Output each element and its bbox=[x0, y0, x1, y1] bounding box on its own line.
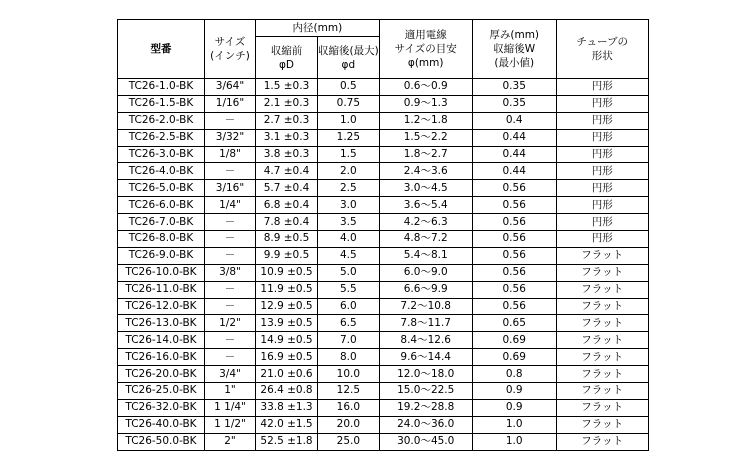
size-cell: － bbox=[205, 247, 256, 264]
shape-cell: フラット bbox=[556, 416, 648, 433]
after-diameter-cell: 0.75 bbox=[318, 95, 380, 112]
header-thickness-line2: 収縮後W bbox=[493, 43, 536, 55]
header-wire-line2: サイズの目安 bbox=[394, 43, 457, 55]
wire-size-cell: 19.2～28.8 bbox=[379, 399, 472, 416]
table-row bbox=[118, 79, 649, 96]
table-row bbox=[118, 214, 649, 231]
shape-cell: フラット bbox=[556, 383, 648, 400]
before-diameter-cell: 2.7 ±0.3 bbox=[256, 112, 318, 129]
thickness-cell: 0.44 bbox=[472, 129, 556, 146]
model-cell: TC26-3.0-BK bbox=[118, 146, 205, 163]
wire-size-cell: 15.0～22.5 bbox=[379, 383, 472, 400]
thickness-cell: 0.56 bbox=[472, 180, 556, 197]
model-cell: TC26-16.0-BK bbox=[118, 349, 205, 366]
model-cell: TC26-50.0-BK bbox=[118, 433, 205, 450]
after-diameter-cell: 25.0 bbox=[318, 433, 380, 450]
model-cell: TC26-8.0-BK bbox=[118, 231, 205, 248]
thickness-cell: 0.65 bbox=[472, 315, 556, 332]
table-row bbox=[118, 197, 649, 214]
wire-size-cell: 2.4～3.6 bbox=[379, 163, 472, 180]
size-cell: 3/32" bbox=[205, 129, 256, 146]
header-before-line1: 収縮前 bbox=[270, 44, 303, 57]
table-header bbox=[118, 20, 649, 79]
shape-cell: フラット bbox=[556, 247, 648, 264]
thickness-cell: 0.4 bbox=[472, 112, 556, 129]
before-diameter-cell: 11.9 ±0.5 bbox=[256, 281, 318, 298]
size-cell: 1/2" bbox=[205, 315, 256, 332]
after-diameter-cell: 5.5 bbox=[318, 281, 380, 298]
wire-size-cell: 30.0～45.0 bbox=[379, 433, 472, 450]
after-diameter-cell: 16.0 bbox=[318, 399, 380, 416]
header-thickness-line3: (最小値) bbox=[494, 57, 535, 69]
thickness-cell: 1.0 bbox=[472, 433, 556, 450]
model-cell: TC26-9.0-BK bbox=[118, 247, 205, 264]
size-cell: 1 1/2" bbox=[205, 416, 256, 433]
model-cell: TC26-2.5-BK bbox=[118, 129, 205, 146]
before-diameter-cell: 4.7 ±0.4 bbox=[256, 163, 318, 180]
table-row bbox=[118, 433, 649, 450]
shape-cell: フラット bbox=[556, 433, 648, 450]
header-before bbox=[256, 37, 318, 79]
header-size-line2: (インチ) bbox=[210, 50, 250, 62]
thickness-cell: 0.44 bbox=[472, 163, 556, 180]
table-row bbox=[118, 146, 649, 163]
spec-table bbox=[117, 19, 649, 451]
wire-size-cell: 3.0～4.5 bbox=[379, 180, 472, 197]
table-row bbox=[118, 383, 649, 400]
shape-cell: 円形 bbox=[556, 112, 648, 129]
model-cell: TC26-40.0-BK bbox=[118, 416, 205, 433]
wire-size-cell: 5.4～8.1 bbox=[379, 247, 472, 264]
before-diameter-cell: 5.7 ±0.4 bbox=[256, 180, 318, 197]
table-row bbox=[118, 247, 649, 264]
size-cell: － bbox=[205, 112, 256, 129]
wire-size-cell: 0.6～0.9 bbox=[379, 79, 472, 96]
wire-size-cell: 1.5～2.2 bbox=[379, 129, 472, 146]
thickness-cell: 0.56 bbox=[472, 214, 556, 231]
after-diameter-cell: 3.0 bbox=[318, 197, 380, 214]
model-cell: TC26-5.0-BK bbox=[118, 180, 205, 197]
thickness-cell: 1.0 bbox=[472, 416, 556, 433]
model-cell: TC26-4.0-BK bbox=[118, 163, 205, 180]
wire-size-cell: 7.2～10.8 bbox=[379, 298, 472, 315]
shape-cell: 円形 bbox=[556, 95, 648, 112]
header-before-line2: φD bbox=[278, 58, 294, 71]
table-row bbox=[118, 416, 649, 433]
model-cell: TC26-2.0-BK bbox=[118, 112, 205, 129]
after-diameter-cell: 6.5 bbox=[318, 315, 380, 332]
size-cell: 3/16" bbox=[205, 180, 256, 197]
shape-cell: フラット bbox=[556, 264, 648, 281]
header-thickness bbox=[472, 20, 556, 79]
before-diameter-cell: 8.9 ±0.5 bbox=[256, 231, 318, 248]
wire-size-cell: 7.8～11.7 bbox=[379, 315, 472, 332]
table-row bbox=[118, 264, 649, 281]
before-diameter-cell: 26.4 ±0.8 bbox=[256, 383, 318, 400]
shape-cell: フラット bbox=[556, 332, 648, 349]
model-cell: TC26-1.0-BK bbox=[118, 79, 205, 96]
before-diameter-cell: 21.0 ±0.6 bbox=[256, 366, 318, 383]
after-diameter-cell: 8.0 bbox=[318, 349, 380, 366]
size-cell: － bbox=[205, 163, 256, 180]
header-shape bbox=[556, 20, 648, 79]
wire-size-cell: 4.2～6.3 bbox=[379, 214, 472, 231]
size-cell: 1/4" bbox=[205, 197, 256, 214]
shape-cell: 円形 bbox=[556, 163, 648, 180]
shape-cell: 円形 bbox=[556, 180, 648, 197]
after-diameter-cell: 1.5 bbox=[318, 146, 380, 163]
after-diameter-cell: 7.0 bbox=[318, 332, 380, 349]
wire-size-cell: 0.9～1.3 bbox=[379, 95, 472, 112]
table-row bbox=[118, 281, 649, 298]
thickness-cell: 0.56 bbox=[472, 247, 556, 264]
table-row bbox=[118, 349, 649, 366]
table-row bbox=[118, 95, 649, 112]
header-after-line1: 収縮後(最大) bbox=[318, 44, 379, 57]
table-row bbox=[118, 298, 649, 315]
size-cell: － bbox=[205, 349, 256, 366]
table-row bbox=[118, 129, 649, 146]
thickness-cell: 0.69 bbox=[472, 349, 556, 366]
after-diameter-cell: 20.0 bbox=[318, 416, 380, 433]
header-wire-line3: φ(mm) bbox=[407, 57, 444, 69]
shape-cell: 円形 bbox=[556, 214, 648, 231]
thickness-cell: 0.35 bbox=[472, 79, 556, 96]
after-diameter-cell: 6.0 bbox=[318, 298, 380, 315]
header-wire-line1: 適用電線 bbox=[404, 29, 447, 41]
thickness-cell: 0.8 bbox=[472, 366, 556, 383]
model-cell: TC26-14.0-BK bbox=[118, 332, 205, 349]
size-cell: 1" bbox=[205, 383, 256, 400]
model-cell: TC26-6.0-BK bbox=[118, 197, 205, 214]
header-after bbox=[318, 37, 380, 79]
size-cell: － bbox=[205, 231, 256, 248]
header-model: 型番 bbox=[118, 20, 205, 79]
table-row bbox=[118, 112, 649, 129]
model-cell: TC26-32.0-BK bbox=[118, 399, 205, 416]
before-diameter-cell: 7.8 ±0.4 bbox=[256, 214, 318, 231]
shape-cell: フラット bbox=[556, 298, 648, 315]
wire-size-cell: 8.4～12.6 bbox=[379, 332, 472, 349]
model-cell: TC26-20.0-BK bbox=[118, 366, 205, 383]
after-diameter-cell: 5.0 bbox=[318, 264, 380, 281]
size-cell: 3/4" bbox=[205, 366, 256, 383]
model-cell: TC26-25.0-BK bbox=[118, 383, 205, 400]
header-thickness-line1: 厚み(mm) bbox=[489, 29, 540, 41]
wire-size-cell: 3.6～5.4 bbox=[379, 197, 472, 214]
before-diameter-cell: 9.9 ±0.5 bbox=[256, 247, 318, 264]
size-cell: 2" bbox=[205, 433, 256, 450]
shape-cell: フラット bbox=[556, 399, 648, 416]
after-diameter-cell: 2.0 bbox=[318, 163, 380, 180]
shape-cell: フラット bbox=[556, 366, 648, 383]
thickness-cell: 0.56 bbox=[472, 298, 556, 315]
size-cell: － bbox=[205, 298, 256, 315]
size-cell: 3/8" bbox=[205, 264, 256, 281]
thickness-cell: 0.9 bbox=[472, 399, 556, 416]
thickness-cell: 0.35 bbox=[472, 95, 556, 112]
header-size bbox=[205, 20, 256, 79]
before-diameter-cell: 52.5 ±1.8 bbox=[256, 433, 318, 450]
table-body bbox=[118, 79, 649, 451]
model-cell: TC26-1.5-BK bbox=[118, 95, 205, 112]
before-diameter-cell: 14.9 ±0.5 bbox=[256, 332, 318, 349]
header-inner-diameter: 内径(mm) bbox=[256, 20, 380, 37]
table-row bbox=[118, 366, 649, 383]
before-diameter-cell: 16.9 ±0.5 bbox=[256, 349, 318, 366]
thickness-cell: 0.56 bbox=[472, 197, 556, 214]
size-cell: － bbox=[205, 281, 256, 298]
thickness-cell: 0.56 bbox=[472, 281, 556, 298]
header-wire bbox=[379, 20, 472, 79]
after-diameter-cell: 1.0 bbox=[318, 112, 380, 129]
size-cell: 3/64" bbox=[205, 79, 256, 96]
after-diameter-cell: 4.5 bbox=[318, 247, 380, 264]
thickness-cell: 0.56 bbox=[472, 231, 556, 248]
after-diameter-cell: 10.0 bbox=[318, 366, 380, 383]
thickness-cell: 0.44 bbox=[472, 146, 556, 163]
after-diameter-cell: 1.25 bbox=[318, 129, 380, 146]
shape-cell: 円形 bbox=[556, 129, 648, 146]
size-cell: － bbox=[205, 332, 256, 349]
thickness-cell: 0.9 bbox=[472, 383, 556, 400]
size-cell: 1/16" bbox=[205, 95, 256, 112]
wire-size-cell: 1.8～2.7 bbox=[379, 146, 472, 163]
thickness-cell: 0.56 bbox=[472, 264, 556, 281]
model-cell: TC26-12.0-BK bbox=[118, 298, 205, 315]
before-diameter-cell: 6.8 ±0.4 bbox=[256, 197, 318, 214]
table-row bbox=[118, 180, 649, 197]
wire-size-cell: 6.0～9.0 bbox=[379, 264, 472, 281]
header-after-line2: φd bbox=[341, 58, 356, 71]
table-row bbox=[118, 399, 649, 416]
after-diameter-cell: 0.5 bbox=[318, 79, 380, 96]
thickness-cell: 0.69 bbox=[472, 332, 556, 349]
before-diameter-cell: 13.9 ±0.5 bbox=[256, 315, 318, 332]
shape-cell: 円形 bbox=[556, 231, 648, 248]
shape-cell: 円形 bbox=[556, 146, 648, 163]
size-cell: 1/8" bbox=[205, 146, 256, 163]
before-diameter-cell: 3.1 ±0.3 bbox=[256, 129, 318, 146]
header-shape-line1: チューブの bbox=[576, 36, 629, 48]
table-row bbox=[118, 315, 649, 332]
wire-size-cell: 6.6～9.9 bbox=[379, 281, 472, 298]
shape-cell: フラット bbox=[556, 281, 648, 298]
shape-cell: フラット bbox=[556, 349, 648, 366]
wire-size-cell: 1.2～1.8 bbox=[379, 112, 472, 129]
before-diameter-cell: 12.9 ±0.5 bbox=[256, 298, 318, 315]
model-cell: TC26-11.0-BK bbox=[118, 281, 205, 298]
before-diameter-cell: 10.9 ±0.5 bbox=[256, 264, 318, 281]
after-diameter-cell: 2.5 bbox=[318, 180, 380, 197]
before-diameter-cell: 1.5 ±0.3 bbox=[256, 79, 318, 96]
table-row bbox=[118, 231, 649, 248]
table-row bbox=[118, 163, 649, 180]
size-cell: － bbox=[205, 214, 256, 231]
shape-cell: 円形 bbox=[556, 197, 648, 214]
model-cell: TC26-7.0-BK bbox=[118, 214, 205, 231]
after-diameter-cell: 4.0 bbox=[318, 231, 380, 248]
shape-cell: フラット bbox=[556, 315, 648, 332]
wire-size-cell: 12.0～18.0 bbox=[379, 366, 472, 383]
before-diameter-cell: 33.8 ±1.3 bbox=[256, 399, 318, 416]
model-cell: TC26-13.0-BK bbox=[118, 315, 205, 332]
before-diameter-cell: 42.0 ±1.5 bbox=[256, 416, 318, 433]
table-row bbox=[118, 332, 649, 349]
before-diameter-cell: 3.8 ±0.3 bbox=[256, 146, 318, 163]
size-cell: 1 1/4" bbox=[205, 399, 256, 416]
wire-size-cell: 9.6～14.4 bbox=[379, 349, 472, 366]
shape-cell: 円形 bbox=[556, 79, 648, 96]
header-size-line1: サイズ bbox=[214, 36, 246, 48]
before-diameter-cell: 2.1 ±0.3 bbox=[256, 95, 318, 112]
after-diameter-cell: 12.5 bbox=[318, 383, 380, 400]
after-diameter-cell: 3.5 bbox=[318, 214, 380, 231]
wire-size-cell: 24.0～36.0 bbox=[379, 416, 472, 433]
model-cell: TC26-10.0-BK bbox=[118, 264, 205, 281]
header-shape-line2: 形状 bbox=[591, 50, 613, 62]
wire-size-cell: 4.8～7.2 bbox=[379, 231, 472, 248]
